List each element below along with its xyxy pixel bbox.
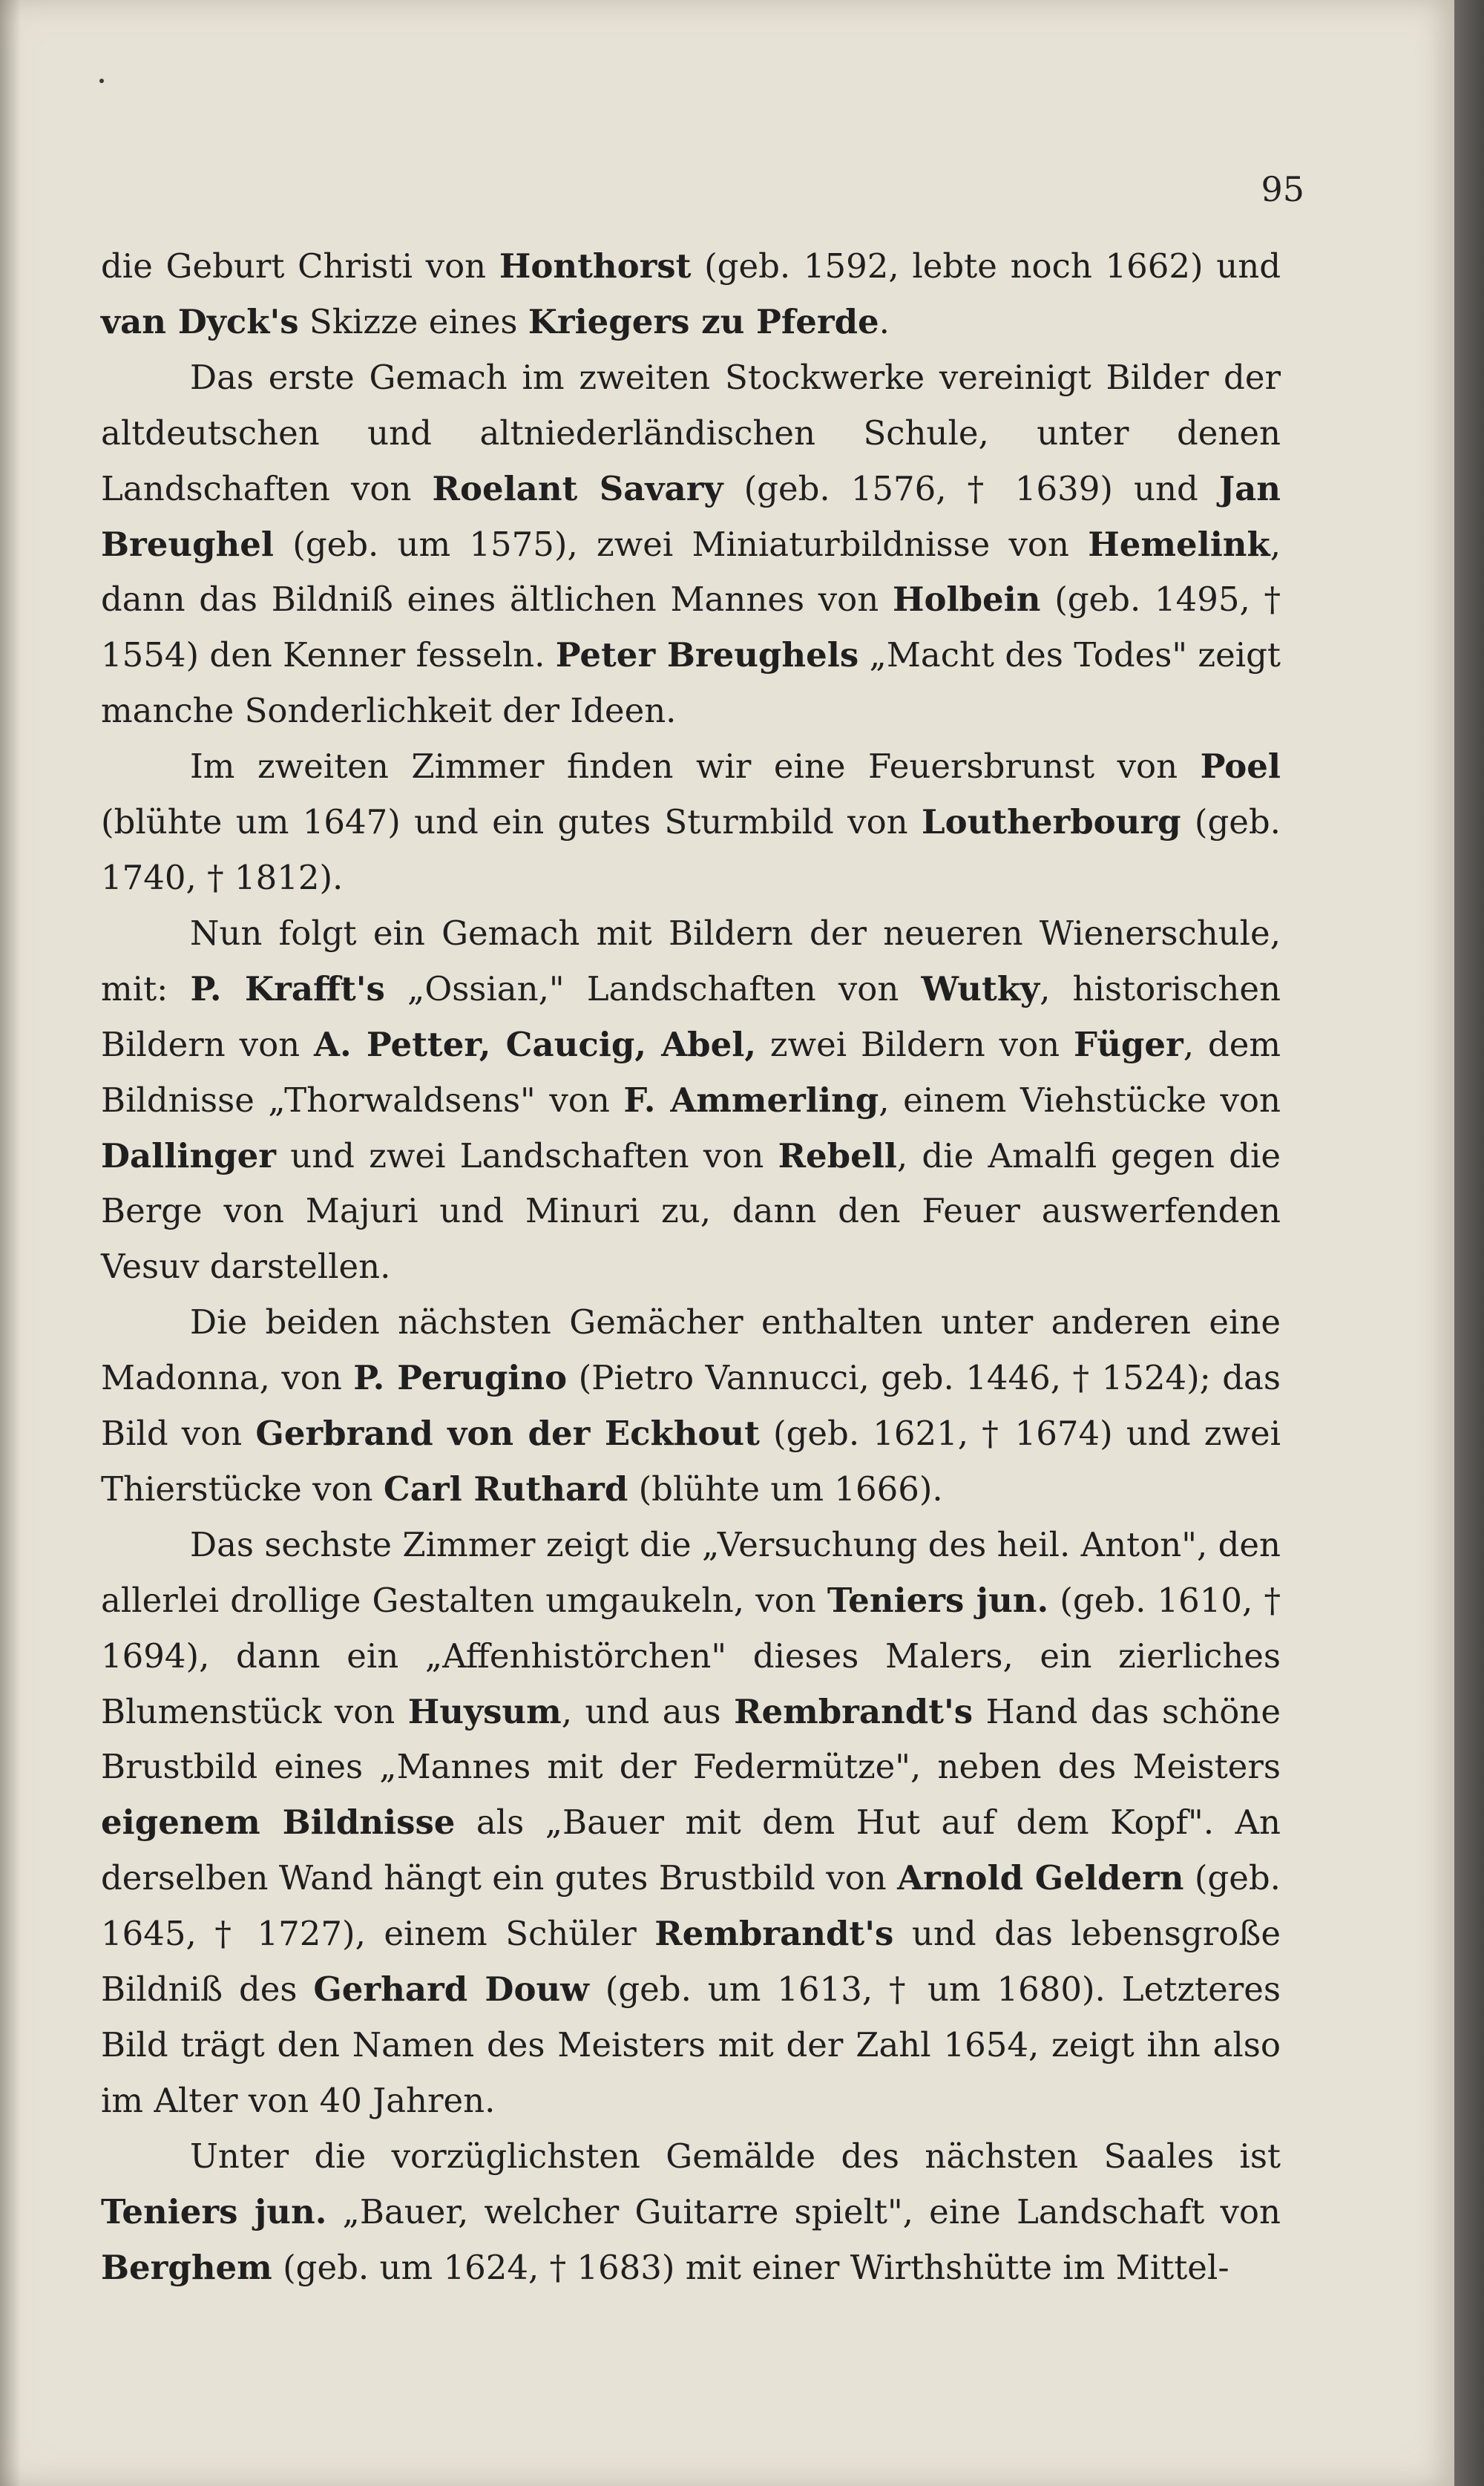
emphasized-name: Füger [1074,1024,1183,1064]
emphasized-name: F. Ammerling [623,1080,879,1120]
text-run: (geb. um 1613, † um 1680). Letzteres Bild trägt den Namen des Meisters mit der Zahl 1654, zeigt ihn also im Alter von 40 Jahren. [101,1970,1281,2120]
paragraph [101,2129,1281,2296]
text-run: , historischen Bildern von [101,968,1281,1064]
text-run: (geb. 1740, † 1812). [101,802,1281,897]
emphasized-name: Honthorst [499,246,692,286]
paragraph [101,739,1281,906]
text-run: , und aus [561,1691,735,1731]
text-run: (geb. um 1624, † 1683) mit einer Wirthshütte im Mittel- [272,2247,1229,2287]
emphasized-name: Gerbrand von der Eckhout [255,1414,760,1454]
page-edge [1454,0,1484,2486]
text-run: Das sechste Zimmer zeigt die „Versuchung des heil. Anton", den allerlei drollige Gestalten umgaukeln, von [101,1524,1281,1620]
page-number: 95 [1261,169,1304,209]
emphasized-name: eigenem Bildnisse [101,1803,456,1843]
emphasized-name: Berghem [101,2247,272,2287]
emphasized-name: Roelant Savary [432,468,723,508]
paper-speck [99,79,104,83]
text-run: (blühte um 1666). [628,1469,943,1509]
text-run: (geb. 1610, † 1694), dann ein „Affenhistörchen" dieses Malers, ein zierliches Blumenstück von [101,1580,1281,1731]
emphasized-name: van Dyck's [101,301,299,341]
text-run: Im zweiten Zimmer finden wir eine Feuersbrunst von [190,747,1201,787]
text-run: , einem Viehstücke von [879,1080,1281,1120]
text-run: (geb. um 1575), zwei Miniaturbildnisse von [274,524,1089,564]
paragraph [101,1295,1281,1518]
body-text [101,239,1281,2296]
text-run: , dem Bildnisse „Thorwaldsens" von [101,1024,1281,1120]
text-run: Skizze eines [298,301,528,341]
text-run: und das lebensgroße Bildniß des [101,1914,1281,2010]
text-run: Unter die vorzüglichsten Gemälde des nächsten Saales ist [190,2136,1281,2176]
emphasized-name: P. Perugino [353,1358,568,1398]
text-run: die Geburt Christi von [101,246,499,286]
text-run: , dann das Bildniß eines ältlichen Mannes von [101,524,1281,620]
gutter-shadow [0,0,21,2486]
emphasized-name: Poel [1200,747,1281,787]
emphasized-name: Teniers jun. [101,2191,327,2231]
text-run: als „Bauer mit dem Hut auf dem Kopf". An derselben Wand hängt ein gutes Brustbild von [101,1803,1281,1898]
emphasized-name: Carl Ruthard [383,1469,628,1509]
paragraph [101,906,1281,1295]
emphasized-name: P. Krafft's [190,968,385,1008]
text-run: Das erste Gemach im zweiten Stockwerke vereinigt Bilder der altdeutschen und altniederländischen Schule, unter denen Landschaften von [101,357,1281,508]
emphasized-name: Dallinger [101,1135,276,1175]
emphasized-name: Wutky [921,968,1040,1008]
text-run: „Bauer, welcher Guitarre spielt", eine Landschaft von [326,2191,1281,2231]
text-run: Nun folgt ein Gemach mit Bildern der neueren Wienerschule, mit: [101,913,1281,1008]
emphasized-name: Arnold Geldern [897,1858,1184,1898]
emphasized-name: Rembrandt's [734,1691,974,1731]
emphasized-name: Teniers jun. [827,1580,1049,1620]
text-run: zwei Bildern von [756,1024,1074,1064]
text-run: (geb. 1592, lebte noch 1662) und [691,246,1281,286]
text-run: Hand das schöne Brustbild eines „Mannes mit der Federmütze", neben des Meisters [101,1691,1281,1787]
text-run: Die beiden nächsten Gemächer enthalten unter anderen eine Madonna, von [101,1302,1281,1398]
text-run: (geb. 1621, † 1674) und zwei Thierstücke von [101,1414,1281,1509]
text-run: (geb. 1576, † 1639) und [723,468,1219,508]
emphasized-name: Holbein [892,580,1041,620]
text-run: (blühte um 1647) und ein gutes Sturmbild von [101,802,922,842]
emphasized-name: Hemelink [1088,524,1270,564]
emphasized-name: Loutherbourg [921,802,1181,842]
text-run: „Ossian," Landschaften von [384,968,922,1008]
text-run: (geb. 1495, † 1554) den Kenner fesseln. [101,580,1281,675]
emphasized-name: Kriegers zu Pferde [528,301,879,341]
text-run: . [879,301,890,341]
paragraph [101,350,1281,739]
paragraph [101,1518,1281,2129]
emphasized-name: Jan Breughel [101,468,1281,564]
text-run: (geb. 1645, † 1727), einem Schüler [101,1858,1281,1954]
emphasized-name: A. Petter, Caucig, Abel, [314,1024,756,1064]
text-run: , die Amalfi gegen die Berge von Majuri und Minuri zu, dann den Feuer auswerfenden Vesuv darstellen. [101,1135,1281,1287]
emphasized-name: Rembrandt's [654,1914,894,1954]
text-run: (Pietro Vannucci, geb. 1446, † 1524); das Bild von [101,1358,1281,1454]
emphasized-name: Rebell [778,1135,897,1175]
paragraph [101,239,1281,350]
text-run: „Macht des Todes" zeigt manche Sonderlichkeit der Ideen. [101,635,1281,731]
emphasized-name: Peter Breughels [555,635,859,675]
emphasized-name: Huysum [407,1691,562,1731]
emphasized-name: Gerhard Douw [313,1970,589,2010]
text-run: und zwei Landschaften von [276,1135,778,1175]
